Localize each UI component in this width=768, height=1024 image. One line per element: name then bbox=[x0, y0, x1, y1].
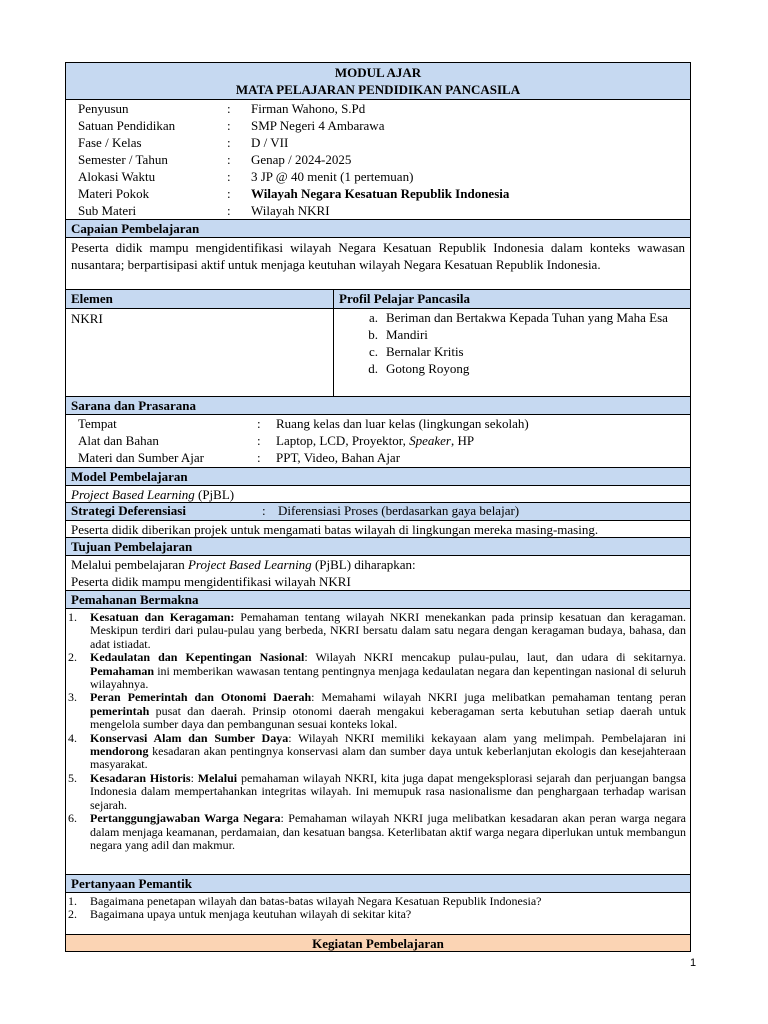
pemahaman-item bbox=[66, 651, 686, 691]
pemahaman-number: 3. bbox=[68, 690, 77, 705]
profil-text: Gotong Royong bbox=[386, 361, 470, 376]
pemahaman-run: : bbox=[190, 770, 198, 785]
tujuan-line-1-post: (PjBL) diharapkan: bbox=[311, 557, 416, 572]
pemahaman-run: : Wilayah NKRI memiliki kekayaan alam yang melimpah. Pembelajaran ini bbox=[288, 730, 686, 745]
identity-sep: : bbox=[227, 135, 231, 150]
pemahaman-block bbox=[65, 608, 691, 874]
elemen-body-row bbox=[65, 308, 691, 396]
sarana-label: Alat dan Bahan bbox=[78, 433, 159, 448]
identity-block bbox=[65, 99, 691, 219]
pemahaman-run: kesadaran akan pentingnya konservasi alam dan sumber daya untuk keberlanjutan ekologis dan kesejahteraan masyarakat. bbox=[90, 744, 686, 772]
tujuan-block bbox=[65, 555, 691, 590]
tujuan-line-1-italic: Project Based Learning bbox=[187, 557, 312, 572]
sarana-sep: : bbox=[257, 450, 261, 465]
strategi-label: Strategi Deferensiasi bbox=[71, 503, 186, 518]
pertanyaan-text: Bagaimana upaya untuk menjaga keutuhan wilayah di sekitar kita? bbox=[90, 907, 412, 922]
strategi-row bbox=[65, 502, 691, 520]
identity-label: Satuan Pendidikan bbox=[78, 118, 176, 133]
sarana-row bbox=[66, 432, 690, 449]
pemahaman-text bbox=[90, 611, 686, 651]
sarana-value-italic: Speaker bbox=[409, 433, 451, 448]
strategi-description: Peserta didik diberikan projek untuk mengamati batas wilayah di lingkungan mereka masing-masing. bbox=[65, 520, 691, 537]
tujuan-heading: Tujuan Pembelajaran bbox=[65, 537, 691, 555]
sarana-value bbox=[274, 432, 690, 449]
pemahaman-item bbox=[66, 691, 686, 731]
model-value bbox=[65, 485, 691, 502]
module-title: MODUL AJAR bbox=[334, 65, 422, 80]
model-value-post: (PjBL) bbox=[194, 487, 235, 502]
pemahaman-bold-run: Kedaulatan dan Kepentingan Nasional bbox=[90, 650, 305, 665]
identity-value: Genap / 2024-2025 bbox=[251, 152, 352, 167]
pemahaman-item bbox=[66, 812, 686, 852]
model-value-italic: Project Based Learning bbox=[71, 487, 195, 502]
elemen-heading: Elemen bbox=[66, 290, 334, 308]
identity-value: Wilayah NKRI bbox=[251, 203, 330, 218]
profil-item bbox=[362, 309, 684, 326]
subject-title: MATA PELAJARAN PENDIDIKAN PANCASILA bbox=[235, 82, 521, 97]
profil-item bbox=[362, 360, 684, 377]
pemahaman-number: 4. bbox=[68, 730, 77, 745]
elemen-value-text: NKRI bbox=[71, 311, 103, 326]
identity-sep: : bbox=[227, 169, 231, 184]
title-block bbox=[65, 62, 691, 99]
pemahaman-bold-run: Melalui bbox=[197, 770, 238, 785]
profil-marker: c. bbox=[368, 344, 378, 359]
identity-sep: : bbox=[227, 203, 231, 218]
pemahaman-run: : Pemahaman wilayah NKRI juga melibatkan kesadaran akan peran warga negara dalam menjaga keamanan, perdamaian, dan kesatuan bangsa. Keterlibatan aktif warga negara diperlukan untuk membangun negara yang adil dan makmur. bbox=[90, 811, 686, 852]
pemahaman-heading: Pemahanan Bermakna bbox=[65, 590, 691, 608]
sarana-label: Materi dan Sumber Ajar bbox=[78, 450, 204, 465]
pemahaman-bold-run: Peran Pemerintah dan Otonomi Daerah bbox=[90, 690, 312, 705]
pemahaman-bold-run: pemerintah bbox=[90, 703, 150, 718]
identity-row bbox=[66, 151, 690, 168]
pemahaman-item bbox=[66, 772, 686, 812]
profil-marker: d. bbox=[368, 361, 378, 376]
pertanyaan-number: 1. bbox=[68, 894, 77, 908]
identity-row bbox=[66, 168, 690, 185]
sarana-value-pre: Laptop, LCD, Proyektor, bbox=[276, 433, 410, 448]
pemahaman-number: 2. bbox=[68, 650, 77, 665]
pemahaman-run: pusat dan daerah. Prinsip otonomi daerah mengakui keberagaman serta kebutuhan setiap daerah untuk mengelola sumber daya dan pembangunan sesuai konteks lokal. bbox=[90, 703, 686, 732]
pemahaman-text bbox=[90, 732, 686, 772]
profil-text: Bernalar Kritis bbox=[386, 344, 464, 359]
tujuan-line-1-pre: Melalui pembelajaran bbox=[71, 557, 188, 572]
identity-sep: : bbox=[227, 186, 231, 201]
elemen-value bbox=[66, 309, 334, 396]
kegiatan-heading: Kegiatan Pembelajaran bbox=[65, 934, 691, 952]
pemahaman-bold-run: Pemahaman bbox=[90, 663, 154, 678]
profil-marker: a. bbox=[368, 310, 378, 325]
pemahaman-text bbox=[90, 651, 686, 691]
pertanyaan-item bbox=[66, 895, 686, 908]
profil-item bbox=[362, 326, 684, 343]
sarana-value: Ruang kelas dan luar kelas (lingkungan sekolah) bbox=[276, 416, 529, 431]
pemahaman-text bbox=[90, 772, 686, 812]
sarana-sep: : bbox=[257, 416, 261, 431]
profil-text: Beriman dan Bertakwa Kepada Tuhan yang Maha Esa bbox=[386, 310, 668, 325]
identity-sep: : bbox=[227, 118, 231, 133]
capaian-heading: Capaian Pembelajaran bbox=[65, 219, 691, 237]
pemahaman-number: 1. bbox=[68, 610, 77, 624]
identity-value: 3 JP @ 40 menit (1 pertemuan) bbox=[251, 169, 414, 184]
identity-row bbox=[66, 202, 690, 219]
identity-value: SMP Negeri 4 Ambarawa bbox=[251, 118, 385, 133]
identity-row bbox=[66, 134, 690, 151]
sarana-row bbox=[66, 415, 690, 432]
strategi-value: Diferensiasi Proses (berdasarkan gaya belajar) bbox=[278, 503, 520, 518]
pemahaman-bold-run: mendorong bbox=[90, 744, 149, 759]
identity-label: Semester / Tahun bbox=[78, 152, 168, 167]
pertanyaan-item bbox=[66, 908, 686, 921]
sarana-block bbox=[65, 414, 691, 467]
profil-item bbox=[362, 343, 684, 360]
pemahaman-bold-run: Kesadaran Historis bbox=[90, 770, 191, 785]
pemahaman-bold-run: Pertanggungjawaban Warga Negara bbox=[90, 811, 281, 826]
strategi-sep: : bbox=[262, 503, 266, 518]
model-heading: Model Pembelajaran bbox=[65, 467, 691, 485]
profil-text: Mandiri bbox=[386, 327, 428, 342]
pemahaman-item bbox=[66, 611, 686, 651]
pertanyaan-number: 2. bbox=[68, 907, 77, 922]
profil-heading: Profil Pelajar Pancasila bbox=[334, 290, 690, 308]
identity-label: Alokasi Waktu bbox=[78, 169, 156, 184]
pemahaman-run: Pemahaman tentang wilayah NKRI menekankan pada prinsip kesatuan dan keragaman. Meskipun terdiri dari pulau-pulau yang berbeda, NKRI bersatu dalam satu negara dengan keragaman budaya, bahasa, dan adat istiadat. bbox=[90, 610, 686, 651]
pemahaman-text bbox=[90, 691, 686, 731]
sarana-value: PPT, Video, Bahan Ajar bbox=[276, 450, 401, 465]
pemahaman-number: 6. bbox=[68, 811, 77, 826]
identity-label: Penyusun bbox=[78, 101, 129, 116]
profil-list bbox=[334, 309, 690, 377]
tujuan-line-1 bbox=[66, 556, 690, 573]
pertanyaan-text: Bagaimana penetapan wilayah dan batas-batas wilayah Negara Kesatuan Republik Indonesia? bbox=[90, 894, 542, 908]
tujuan-line-2: Peserta didik mampu mengidentifikasi wilayah NKRI bbox=[71, 574, 351, 589]
pemahaman-text bbox=[90, 812, 686, 852]
sarana-value-post: , HP bbox=[450, 433, 475, 448]
pemahaman-list bbox=[66, 609, 690, 854]
pemahaman-run: : Wilayah NKRI mencakup pulau-pulau, laut, dan udara di sekitarnya. bbox=[304, 650, 686, 665]
identity-value: Wilayah Negara Kesatuan Republik Indonesia bbox=[251, 186, 510, 201]
pemahaman-number: 5. bbox=[68, 770, 77, 785]
identity-row bbox=[66, 117, 690, 134]
identity-row bbox=[66, 100, 690, 117]
identity-value: Firman Wahono, S.Pd bbox=[251, 101, 366, 116]
sarana-row bbox=[66, 449, 690, 466]
identity-sep: : bbox=[227, 101, 231, 116]
pemahaman-run: : Memahami wilayah NKRI juga melibatkan pemahaman tentang peran bbox=[311, 690, 687, 705]
pertanyaan-block bbox=[65, 892, 691, 934]
capaian-text: Peserta didik mampu mengidentifikasi wilayah Negara Kesatuan Republik Indonesia dalam konteks wawasan nusantara; berpartisipasi aktif untuk menjaga keutuhan wilayah Negara Kesatuan Republik Indonesia. bbox=[65, 237, 691, 289]
profil-list-cell bbox=[334, 309, 690, 396]
sarana-heading: Sarana dan Prasarana bbox=[65, 396, 691, 414]
sarana-sep: : bbox=[257, 433, 261, 448]
pertanyaan-heading: Pertanyaan Pemantik bbox=[65, 874, 691, 892]
pemahaman-item bbox=[66, 732, 686, 772]
page-number: 1 bbox=[690, 957, 697, 969]
identity-label: Sub Materi bbox=[78, 203, 137, 218]
profil-marker: b. bbox=[368, 327, 378, 342]
pemahaman-bold-run: Konservasi Alam dan Sumber Daya bbox=[90, 730, 289, 745]
elemen-header-row bbox=[65, 289, 691, 308]
identity-row bbox=[66, 185, 690, 202]
pemahaman-run: ini memberikan wawasan tentang pentingnya menjaga kedaulatan negara dan kepentingan nasional di seluruh wilayahnya. bbox=[90, 663, 686, 692]
pertanyaan-list bbox=[66, 893, 690, 924]
sarana-label: Tempat bbox=[78, 416, 117, 431]
pemahaman-run: pemahaman wilayah NKRI, kita juga dapat mengeksplorasi sejarah dan perjuangan bangsa Indonesia dalam mempertahankan integritas wilayah. Ini memupuk rasa nasionalisme dan penghargaan terhadap warisan sejarah. bbox=[90, 770, 686, 812]
identity-value: D / VII bbox=[251, 135, 289, 150]
identity-label: Fase / Kelas bbox=[78, 135, 142, 150]
pemahaman-bold-run: Kesatuan dan Keragaman: bbox=[90, 610, 235, 624]
identity-label: Materi Pokok bbox=[78, 186, 150, 201]
identity-sep: : bbox=[227, 152, 231, 167]
module-document bbox=[65, 62, 691, 952]
